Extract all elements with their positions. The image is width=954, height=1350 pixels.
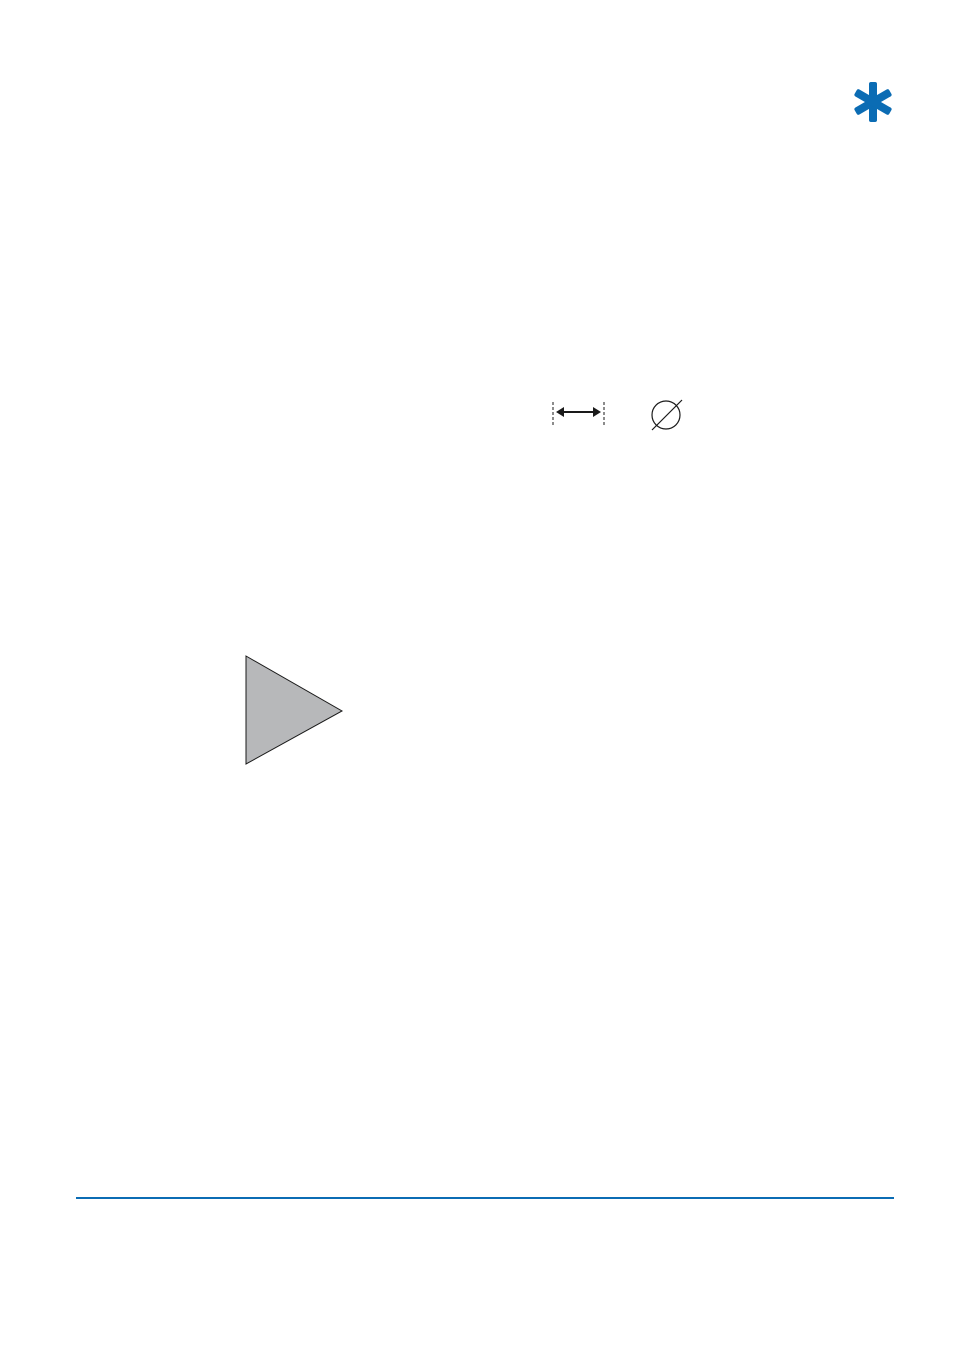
footer-divider — [76, 1197, 894, 1199]
asterisk-logo-icon — [852, 80, 894, 124]
reference-electrode — [244, 654, 346, 766]
spacing-arrow-icon — [548, 402, 610, 426]
diameter-icon — [648, 396, 686, 434]
